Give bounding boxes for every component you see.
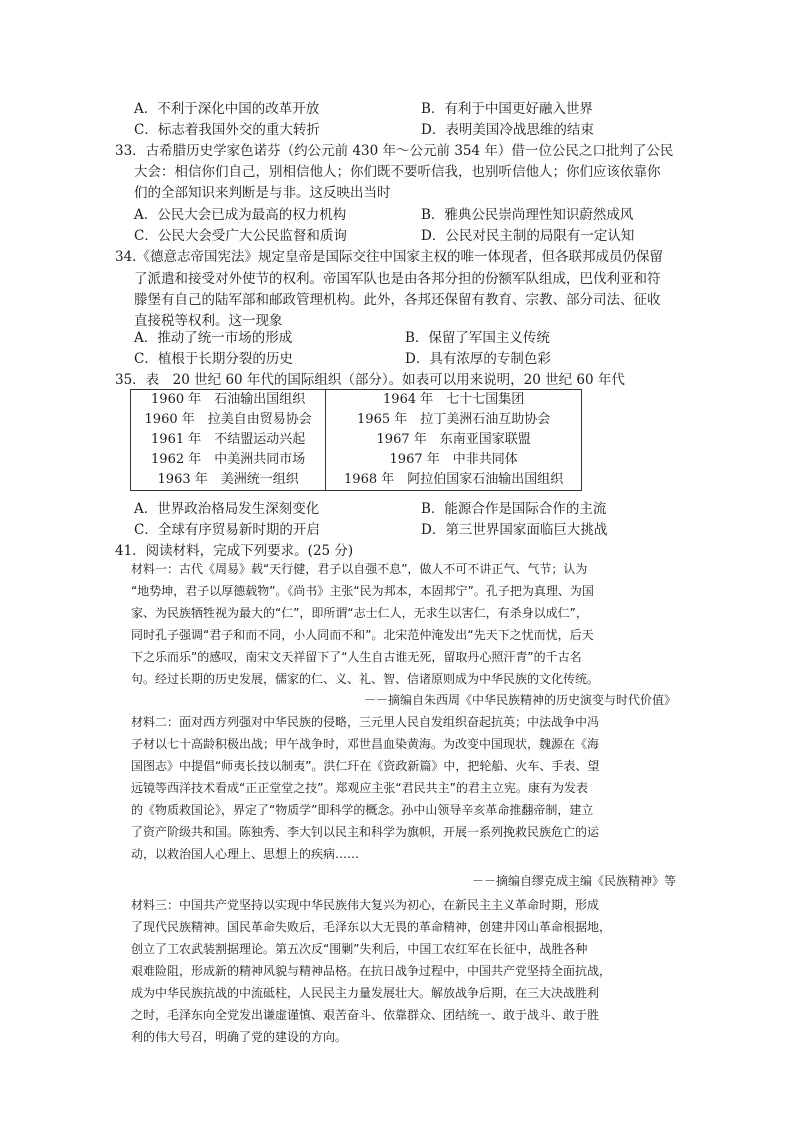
q33-stem-line: 大会：相信你们自己，别相信他人；你们既不要听信我，也别听信他人；你们应该依靠你 — [134, 164, 661, 180]
material-3-line: 了现代民族精神。国民革命失败后，毛泽东以大无畏的革命精神，创建井冈山革命根据地， — [131, 920, 612, 934]
material-3-line: 创立了工农武装割据理论。第五次反“围剿”失利后，中国工农红军在长征中，战胜各种 — [131, 942, 588, 956]
material-3-line: 材料三：中国共产党坚持以实现中华民族伟大复兴为初心，在新民主主义革命时期，形成 — [131, 898, 600, 912]
prev-option-a: A．不利于深化中国的改革开放 — [134, 101, 320, 117]
material-2-line: 子材以七十高龄积极出战；甲午战争时，邓世昌血染黄海。为改变中国现状，魏源在《海 — [131, 737, 600, 751]
table-cell: 1963 年 美洲统一组织 — [131, 470, 326, 491]
material-3-line: 之时，毛泽东向全党发出谦虚谨慎、艰苦奋斗、依靠群众、团结统一、敢于战斗、敢于胜 — [131, 1008, 600, 1022]
organizations-table — [130, 389, 582, 491]
table-row — [131, 470, 582, 491]
q35-option-b: B．能源合作是国际合作的主流 — [421, 501, 607, 517]
table-row — [131, 450, 582, 470]
table-cell: 1962 年 中美洲共同市场 — [131, 450, 326, 470]
q33-stem-line: 们的全部知识来判断是与非。这反映出当时 — [134, 185, 391, 201]
q34-stem-line: 34.《德意志帝国宪法》规定皇帝是国际交往中国家主权的唯一体现者，但各联邦成员仍保留 — [115, 249, 663, 265]
table-cell: 1968 年 阿拉伯国家石油输出国组织 — [326, 470, 582, 491]
q35-stem-line: 35．表 20 世纪 60 年代的国际组织（部分）。如表可以用来说明，20 世纪 60 年代 — [115, 372, 625, 388]
table-cell: 1961 年 不结盟运动兴起 — [131, 430, 326, 450]
q35-option-d: D．第三世界国家面临巨大挑战 — [421, 522, 608, 538]
q41-stem-line: 41．阅读材料，完成下列要求。(25 分) — [115, 543, 354, 559]
material-2-line: 国图志》中提倡“师夷长技以制夷”。洪仁玕在《资政新篇》中，把轮船、火车、手表、望 — [131, 759, 600, 773]
q34-option-b: B．保留了军国主义传统 — [405, 330, 550, 346]
material-2-line: 远镜等西洋技术看成“正正堂堂之技”。郑观应主张“君民共主”的君主立宪。康有为发表 — [131, 781, 588, 795]
q33-option-d: D．公民对民主制的局限有一定认知 — [421, 228, 635, 244]
table-row — [131, 390, 582, 411]
material-2-line: 了资产阶级共和国。陈独秀、李大钊以民主和科学为旗帜，开展一系列挽救民族危亡的运 — [131, 825, 600, 839]
q33-option-b: B．雅典公民崇尚理性知识蔚然成风 — [421, 207, 634, 223]
material-1-line: 家、为民族牺牲视为最大的“仁”，即所谓“志士仁人，无求生以害仁，有杀身以成仁”， — [131, 606, 588, 620]
prev-option-d: D．表明美国冷战思维的结束 — [421, 122, 594, 138]
table-row — [131, 410, 582, 430]
table-cell: 1967 年 中非共同体 — [326, 450, 582, 470]
prev-option-b: B．有利于中国更好融入世界 — [421, 101, 593, 117]
q34-option-a: A．推动了统一市场的形成 — [134, 330, 293, 346]
material-3-line: 成为中华民族抗战的中流砥柱，人民民主力量发展壮大。解放战争后期，在三大决战胜利 — [131, 986, 600, 1000]
q35-option-c: C．全球有序贸易新时期的开启 — [134, 522, 320, 538]
q33-stem-line: 33．古希腊历史学家色诺芬（约公元前 430 年～公元前 354 年）借一位公民之口批判了公民 — [115, 143, 674, 159]
q34-stem-line: 直接税等权利。这一现象 — [134, 313, 283, 329]
table-row — [131, 430, 582, 450]
material-2-source: －－摘编自缪克成主编《民族精神》等 — [471, 874, 676, 888]
q33-option-a: A．公民大会已成为最高的权力机构 — [134, 207, 347, 223]
q34-stem-line: 了派遣和接受对外使节的权利。帝国军队也是由各邦分担的份额军队组成，巴伐利亚和符 — [134, 271, 661, 287]
table-cell: 1967 年 东南亚国家联盟 — [326, 430, 582, 450]
material-3-line: 艰难险阻，形成新的精神风貌与精神品格。在抗日战争过程中，中国共产党坚持全面抗战， — [131, 964, 612, 978]
table-cell: 1960 年 拉美自由贸易协会 — [131, 410, 326, 430]
table-cell: 1964 年 七十七国集团 — [326, 390, 582, 411]
material-3-line: 利的伟大号召，明确了党的建设的方向。 — [131, 1030, 348, 1044]
material-1-line: “地势坤，君子以厚德载物”。《尚书》主张“民为邦本，本固邦宁”。孔子把为真理、为国 — [131, 584, 594, 598]
material-1-source: －－摘编自朱西周《中华民族精神的历史演变与时代价值》 — [363, 693, 676, 707]
q34-option-c: C．植根于长期分裂的历史 — [134, 351, 293, 367]
prev-option-c: C．标志着我国外交的重大转折 — [134, 122, 320, 138]
q34-option-d: D．具有浓厚的专制色彩 — [405, 351, 551, 367]
material-2-line: 动，以救治国人心理上、思想上的疾病…… — [131, 847, 360, 861]
q34-stem-line: 滕堡有自己的陆军部和邮政管理机构。此外，各邦还保留有教育、宗教、部分司法、征收 — [134, 292, 661, 308]
material-2-line: 的《物质救国论》，界定了“物质学”即科学的概念。孙中山领导辛亥革命推翻帝制，建立 — [131, 803, 594, 817]
q35-option-a: A．世界政治格局发生深刻变化 — [134, 501, 320, 517]
material-1-line: 材料一：古代《周易》载“天行健，君子以自强不息”，做人不可不讲正气、气节；认为 — [131, 562, 588, 576]
q33-option-c: C．公民大会受广大公民监督和质询 — [134, 228, 347, 244]
material-1-line: 下之乐而乐”的感叹，南宋文天祥留下了“人生自古谁无死，留取丹心照汗青”的千古名 — [131, 650, 582, 664]
material-1-line: 句。经过长期的历史发展，儒家的仁、义、礼、智、信诸原则成为中华民族的文化传统。 — [131, 672, 600, 686]
material-2-line: 材料二：面对西方列强对中华民族的侵略，三元里人民自发组织奋起抗英；中法战争中冯 — [131, 715, 600, 729]
table-cell: 1960 年 石油输出国组织 — [131, 390, 326, 411]
table-cell: 1965 年 拉丁美洲石油互助协会 — [326, 410, 582, 430]
material-1-line: 同时孔子强调“君子和而不同，小人同而不和”。北宋范仲淹发出“先天下之忧而忧，后天 — [131, 628, 594, 642]
